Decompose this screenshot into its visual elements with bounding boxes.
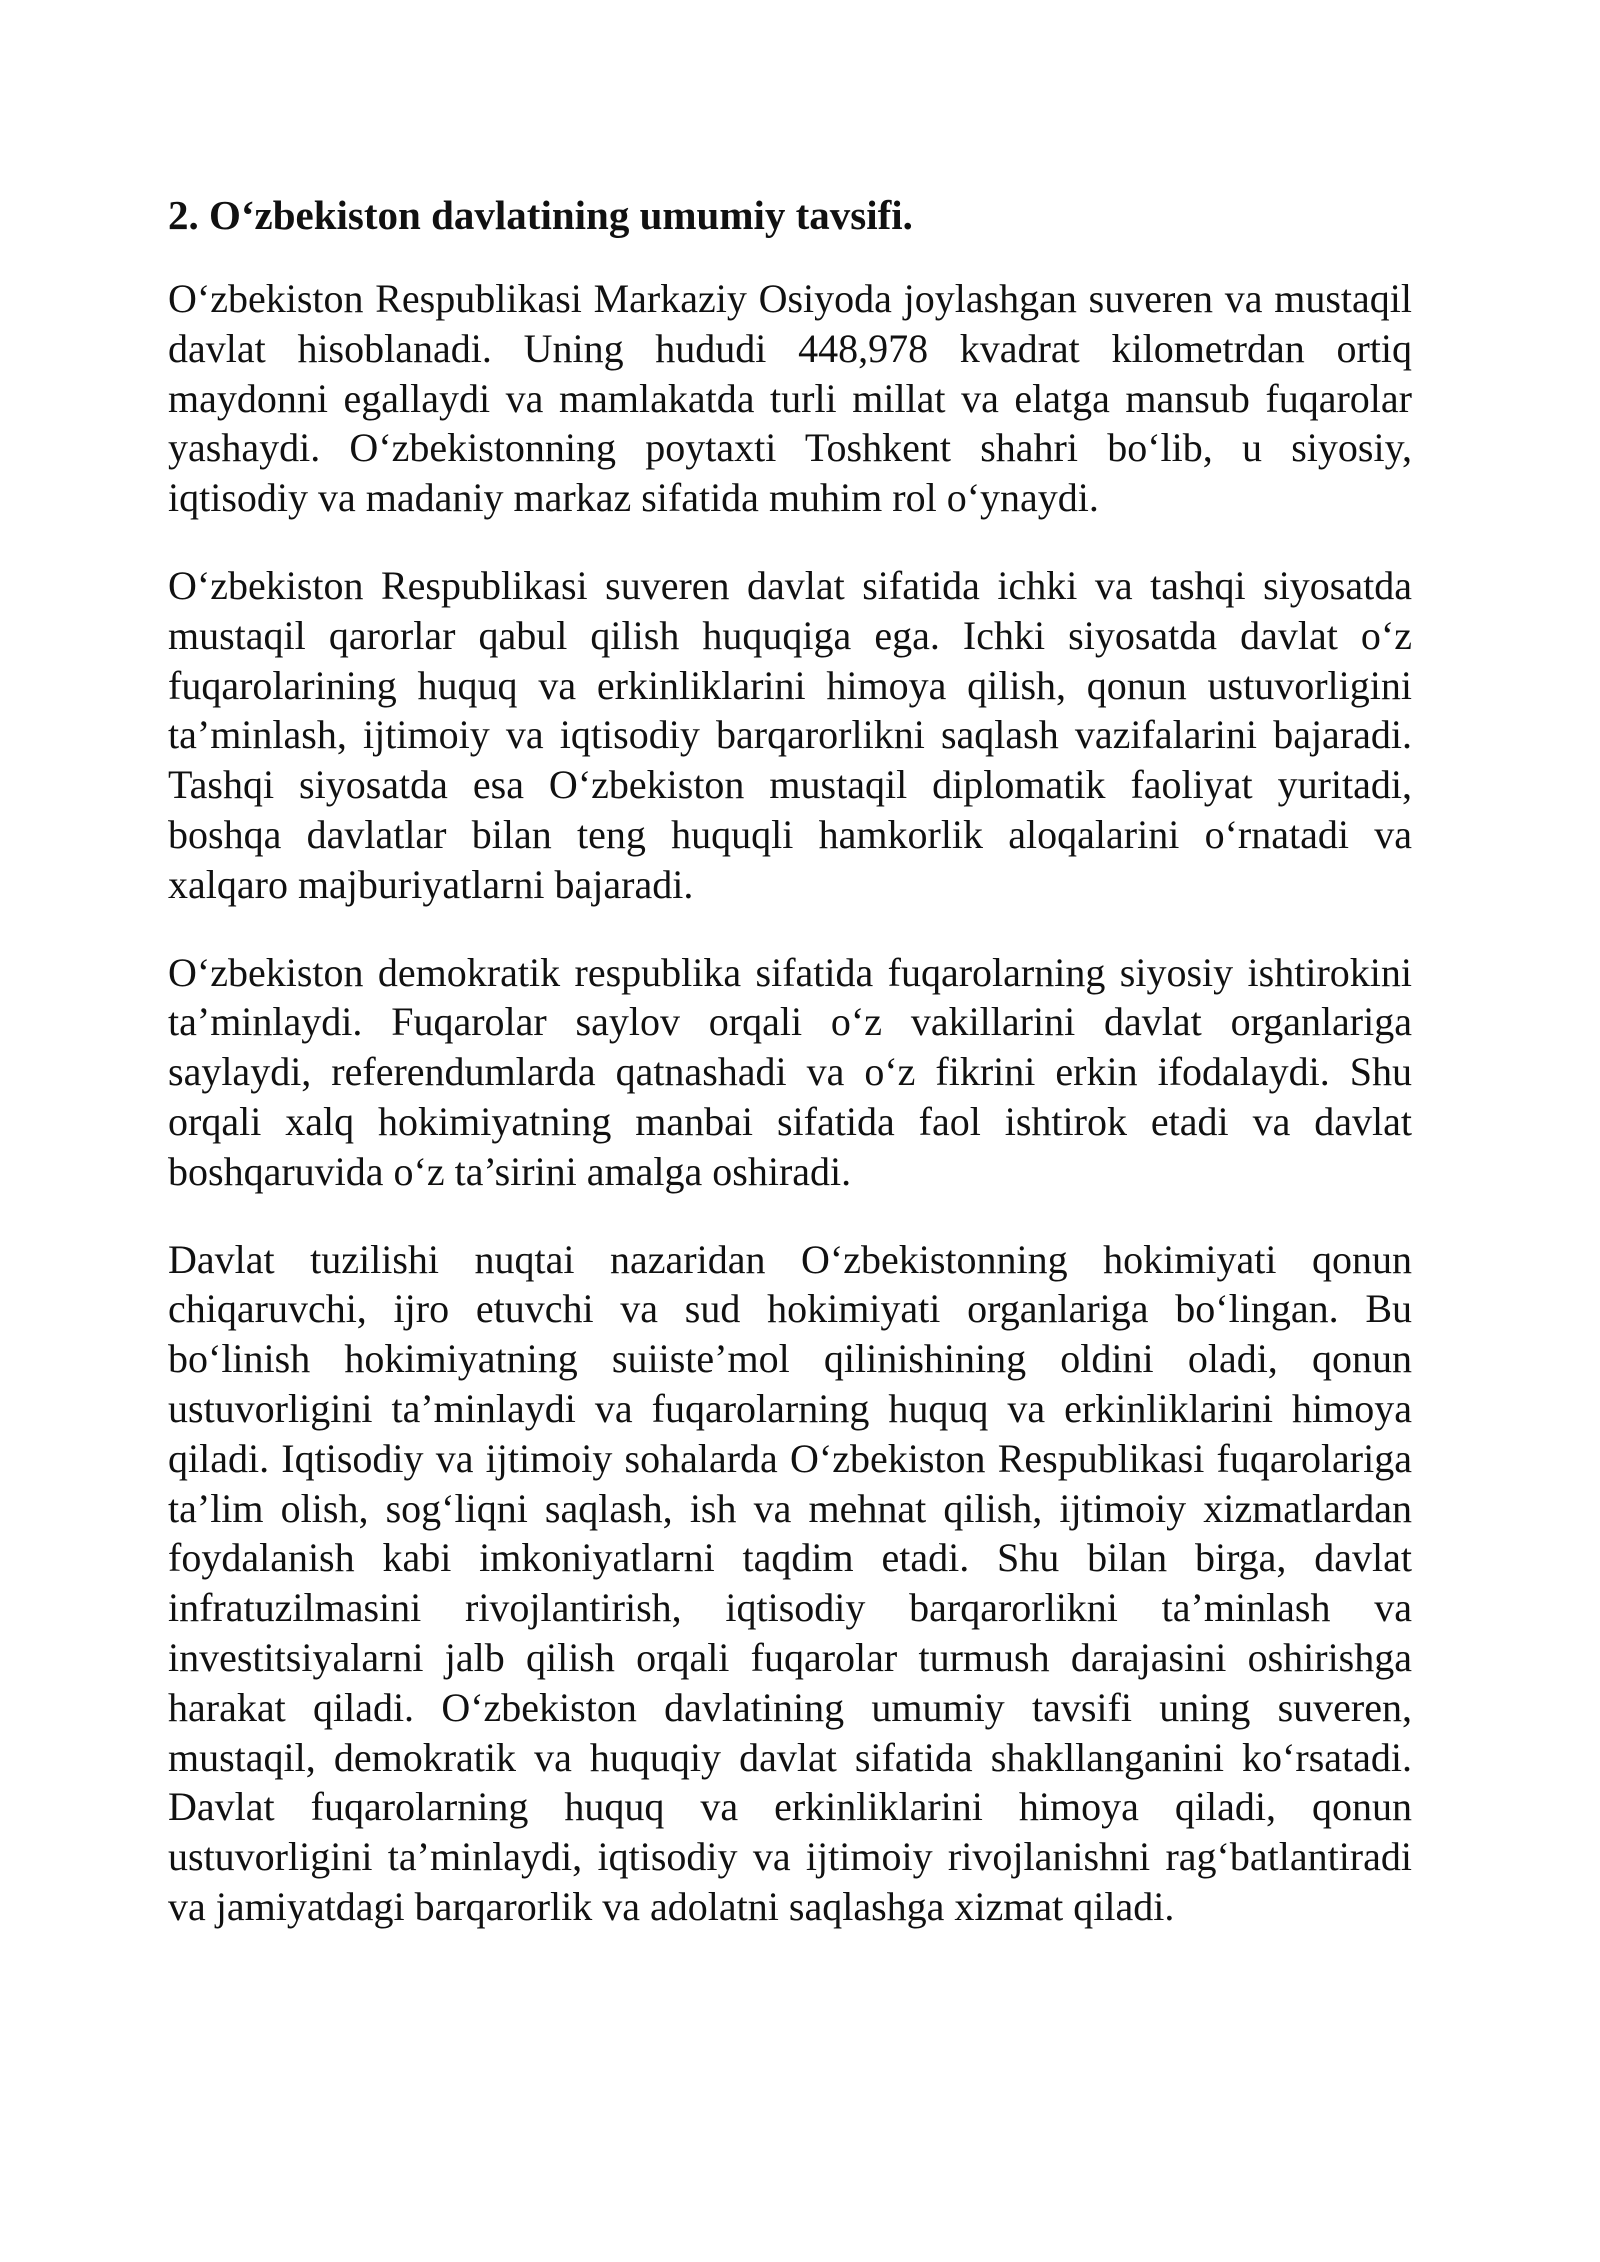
paragraph-overview: O‘zbekiston Respublikasi Markaziy Osiyoda joylashgan suveren va mustaqil davlat hisoblanadi. Uning hududi 448,978 kvadrat kilometrdan ortiq maydonni egallaydi va mamlakatda turli millat va elatga mansub fuqarolar yashaydi. O‘zbekistonning poytaxti Toshkent shahri bo‘lib, u siyosiy, iqtisodiy va madaniy markaz sifatida muhim rol o‘ynaydi. bbox=[168, 276, 1412, 521]
paragraph-sovereignty: O‘zbekiston Respublikasi suveren davlat sifatida ichki va tashqi siyosatda mustaqil qarorlar qabul qilish huquqiga ega. Ichki siyosatda davlat o‘z fuqarolarining huquq va erkinliklarini himoya qilish, qonun ustuvorligini ta’minlash, ijtimoiy va iqtisodiy barqarorlikni saqlash vazifalarini bajaradi. Tashqi siyosatda esa O‘zbekiston mustaqil diplomatik faoliyat yuritadi, boshqa davlatlar bilan teng huquqli hamkorlik aloqalarini o‘rnatadi va xalqaro majburiyatlarni bajaradi. bbox=[168, 562, 1412, 907]
section-heading: 2. O‘zbekiston davlatining umumiy tavsifi. bbox=[168, 192, 913, 238]
paragraph-state-structure: Davlat tuzilishi nuqtai nazaridan O‘zbekistonning hokimiyati qonun chiqaruvchi, ijro etuvchi va sud hokimiyati organlariga bo‘lingan. Bu bo‘linish hokimiyatning suiiste’mol qilinishining oldini oladi, qonun ustuvorligini ta’minlaydi va fuqarolarning huquq va erkinliklarini himoya qiladi. Iqtisodiy va ijtimoiy sohalarda O‘zbekiston Respublikasi fuqarolariga ta’lim olish, sog‘liqni saqlash, ish va mehnat qilish, ijtimoiy xizmatlardan foydalanish kabi imkoniyatlarni taqdim etadi. Shu bilan birga, davlat infratuzilmasini rivojlantirish, iqtisodiy barqarorlikni ta’minlash va investitsiyalarni jalb qilish orqali fuqarolar turmush darajasini oshirishga harakat qiladi. O‘zbekiston davlatining umumiy tavsifi uning suveren, mustaqil, demokratik va huquqiy davlat sifatida shakllanganini ko‘rsatadi. Davlat fuqarolarning huquq va erkinliklarini himoya qiladi, qonun ustuvorligini ta’minlaydi, iqtisodiy va ijtimoiy rivojlanishni rag‘batlantiradi va jamiyatdagi barqarorlik va adolatni saqlashga xizmat qiladi. bbox=[168, 1236, 1412, 1929]
paragraph-democracy: O‘zbekiston demokratik respublika sifatida fuqarolarning siyosiy ishtirokini ta’minlaydi. Fuqarolar saylov orqali o‘z vakillarini davlat organlariga saylaydi, referendumlarda qatnashadi va o‘z fikrini erkin ifodalaydi. Shu orqali xalq hokimiyatning manbai sifatida faol ishtirok etadi va davlat boshqaruvida o‘z ta’sirini amalga oshiradi. bbox=[168, 949, 1412, 1194]
document-page bbox=[168, 190, 1412, 1970]
